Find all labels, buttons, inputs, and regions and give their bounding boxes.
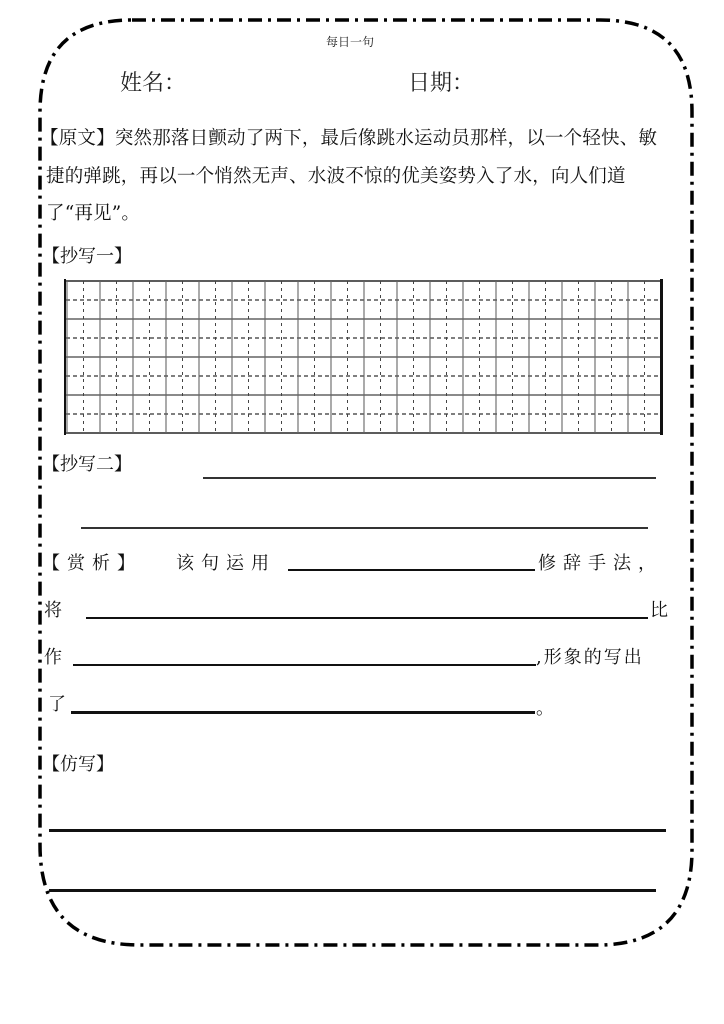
analysis-line3-suffix: ,形象的写出 (536, 647, 644, 668)
analysis-line2-suffix: 比 (650, 600, 668, 621)
imitation-line-1[interactable] (49, 829, 666, 832)
analysis-label: 【赏析】 (42, 553, 142, 574)
original-text-block (40, 120, 666, 233)
imitation-label: 【仿写】 (42, 754, 114, 775)
copy1-label: 【抄写一】 (42, 246, 132, 267)
imitation-line-2[interactable] (49, 889, 656, 892)
compare-object-blank[interactable] (73, 664, 536, 666)
analysis-line1-prefix: 该句运用 (176, 553, 276, 574)
effect-blank[interactable] (71, 711, 535, 714)
analysis-line1-suffix: 修辞手法， (538, 553, 663, 574)
copy2-label: 【抄写二】 (42, 454, 132, 475)
grid-right-edge (660, 279, 663, 435)
worksheet-title: 每日一句 (325, 35, 374, 49)
copy2-line-1[interactable] (203, 477, 656, 479)
analysis-line4-suffix: 。 (536, 698, 554, 719)
rhetoric-blank[interactable] (288, 569, 535, 571)
analysis-line2-prefix: 将 (44, 600, 62, 621)
name-label: 姓名： (120, 71, 187, 96)
original-text: 突然那落日颤动了两下，最后像跳水运动员那样，以一个轻快、敏捷的弹跳，再以一个悄然无声、水波不惊的优美姿势入了水，向人们道了“再见”。 (46, 128, 658, 224)
grid-left-edge (64, 279, 66, 435)
copy2-line-2[interactable] (81, 527, 648, 529)
original-label: 【原文】 (40, 128, 115, 149)
writing-grid[interactable] (66, 280, 662, 436)
analysis-line3-prefix: 作 (44, 647, 62, 668)
analysis-line4-prefix: 了 (48, 694, 66, 715)
compare-subject-blank[interactable] (86, 617, 648, 619)
date-label: 日期： (408, 71, 475, 96)
